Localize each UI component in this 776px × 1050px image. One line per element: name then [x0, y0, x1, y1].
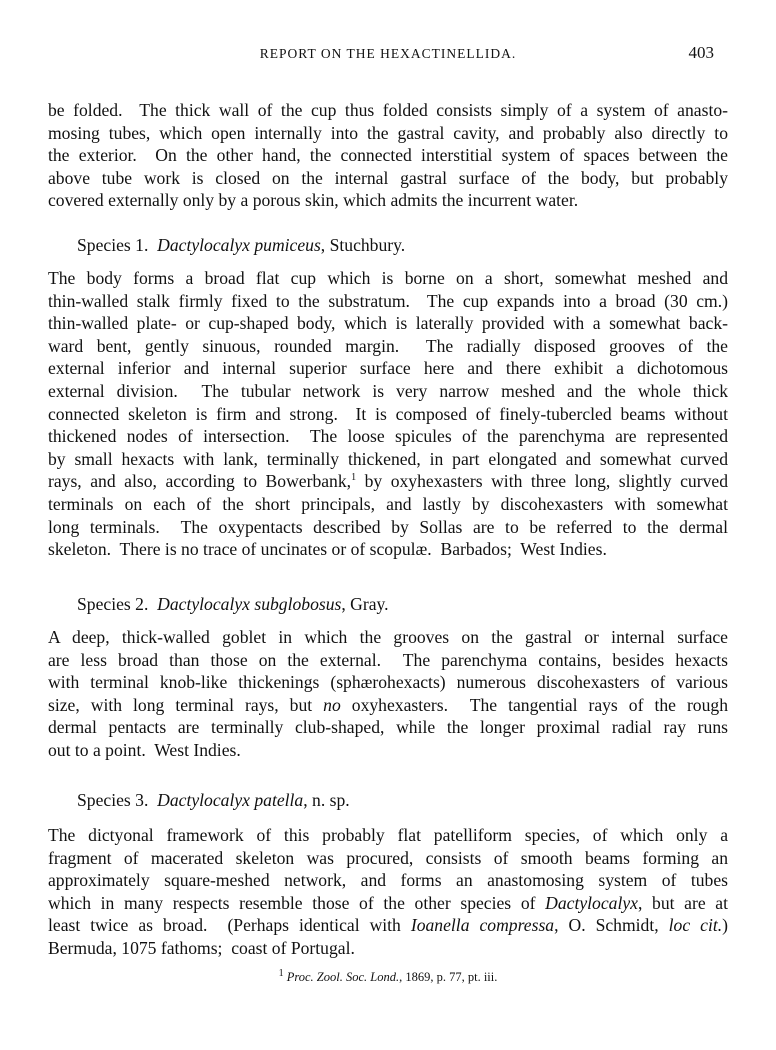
text-line [48, 335, 728, 358]
text: least twice as broad. (Perhaps identical with [48, 915, 411, 936]
text: long terminals. The oxypentacts described by Sollas are to be referred to the dermal [48, 516, 728, 537]
italic-text: Ioanella compressa [410, 915, 555, 936]
header-title: REPORT ON THE HEXACTINELLIDA. [259, 46, 517, 61]
text-line [48, 593, 728, 616]
text: thin-walled plate- or cup-shaped body, which is laterally provided with a somewhat back- [48, 313, 728, 334]
text: Species 1. [77, 235, 158, 255]
text: the exterior. On the other hand, the connected interstitial system of spaces between the [48, 145, 728, 166]
text: thickened nodes of intersection. The loose spicules of the parenchyma are represented [48, 426, 728, 447]
text: The dictyonal framework of this probably flat patelliform species, of which only a [48, 825, 728, 845]
text-line [48, 122, 728, 145]
species-heading [48, 234, 728, 257]
text: , Stuchbury. [320, 235, 406, 255]
text-line [48, 290, 728, 313]
italic-text: Dactylocalyx patella [157, 790, 304, 810]
text-line [48, 189, 728, 212]
italic-text: Proc. Zool. Soc. Lond. [283, 970, 400, 984]
italic-text: loc cit. [668, 915, 723, 936]
text-line [48, 671, 728, 694]
text-line [48, 234, 728, 257]
text: terminals on each of the short principals, and lastly by discohexasters with somewhat [48, 493, 728, 514]
text-line [48, 966, 728, 989]
text: Bermuda, 1075 fathoms; coast of Portugal. [48, 937, 355, 958]
text: , n. sp. [303, 790, 350, 810]
text-line [48, 649, 728, 672]
text-line [48, 448, 728, 471]
text: ward bent, gently sinuous, rounded margin. The radially disposed grooves of the [48, 335, 728, 356]
text-line [48, 789, 728, 812]
text-line [48, 937, 728, 960]
text: skeleton. There is no trace of uncinates or of scopulæ. Barbados; West Indies. [48, 539, 607, 560]
text: Species 3. [77, 790, 158, 810]
text-line [48, 470, 728, 493]
text: , Gray. [341, 594, 389, 614]
italic-text: Dactylocalyx subglobosus [157, 594, 342, 614]
text: are less broad than those on the external. The parenchyma contains, besides hexacts [48, 649, 728, 670]
text-line [48, 869, 728, 892]
paragraph [48, 99, 728, 212]
footnote [48, 966, 728, 989]
text: out to a point. West Indies. [48, 739, 241, 760]
text: A deep, thick-walled goblet in which the grooves on the gastral or internal surface [48, 627, 728, 647]
text-line [48, 626, 728, 649]
text: oxyhexasters. The tangential rays of the rough [340, 694, 728, 715]
text-line [48, 824, 728, 847]
text: with terminal knob-like thickenings (sphærohexacts) numerous discohexasters of various [48, 672, 728, 693]
paragraph [48, 267, 728, 561]
text-line [48, 516, 728, 539]
italic-text: no [323, 694, 341, 715]
text-line [48, 538, 728, 561]
text: be folded. The thick wall of the cup thus folded consists simply of a system of anasto- [48, 100, 728, 120]
text-line [48, 739, 728, 762]
text: external division. The tubular network is very narrow meshed and the whole thick [48, 380, 728, 401]
text-line [48, 425, 728, 448]
text: , 1869, p. 77, pt. iii. [399, 970, 498, 984]
text: approximately square-meshed network, and forms an anastomosing system of tubes [48, 870, 728, 891]
text: dermal pentacts are terminally club-shaped, while the longer proximal radial ray runs [48, 717, 728, 738]
species-heading [48, 593, 728, 616]
text-line [48, 403, 728, 426]
text-line [48, 493, 728, 516]
text: above tube work is closed on the internal gastral surface of the body, but probably [48, 167, 728, 188]
text-line [48, 167, 728, 190]
text: mosing tubes, which open internally into the gastral cavity, and probably also directly to [48, 122, 728, 143]
text-line [48, 892, 728, 915]
text: size, with long terminal rays, but [48, 694, 324, 715]
text-line [48, 144, 728, 167]
paragraph [48, 626, 728, 762]
text-line [48, 267, 728, 290]
footnote-marker: 1 [351, 472, 357, 484]
text: by oxyhexasters with three long, slightly curved [356, 471, 728, 492]
page-number: 403 [688, 43, 714, 62]
text-line [48, 380, 728, 403]
text: rays, and also, according to Bowerbank, [48, 471, 352, 492]
text: covered externally only by a porous skin, which admits the incurrent water. [48, 190, 579, 211]
footnote-marker: 1 [278, 967, 284, 979]
text: ) [722, 915, 728, 936]
italic-text: Dactylocalyx [545, 892, 638, 913]
text-line [48, 694, 728, 717]
text-line [48, 847, 728, 870]
text-line [48, 99, 728, 122]
text-line [48, 716, 728, 739]
text: external inferior and internal superior surface here and there exhibit a dichotomous [48, 358, 728, 379]
text: , O. Schmidt, [554, 915, 669, 936]
text: Species 2. [77, 594, 158, 614]
text-line [48, 312, 728, 335]
species-heading [48, 789, 728, 812]
text: fragment of macerated skeleton was procured, consists of smooth beams forming an [48, 847, 728, 868]
text: , but are at [637, 892, 728, 913]
text: connected skeleton is firm and strong. It is composed of finely-tubercled beams without [48, 403, 728, 424]
text-line [48, 357, 728, 380]
text: thin-walled stalk firmly fixed to the substratum. The cup expands into a broad (30 cm.) [48, 290, 728, 311]
italic-text: Dactylocalyx pumiceus [157, 235, 321, 255]
running-header [48, 44, 728, 66]
text: The body forms a broad flat cup which is borne on a short, somewhat meshed and [48, 268, 728, 288]
text: by small hexacts with lank, terminally thickened, in part elongated and somewhat curved [48, 448, 728, 469]
paragraph [48, 824, 728, 960]
text-line [48, 914, 728, 937]
text: which in many respects resemble those of the other species of [48, 892, 546, 913]
